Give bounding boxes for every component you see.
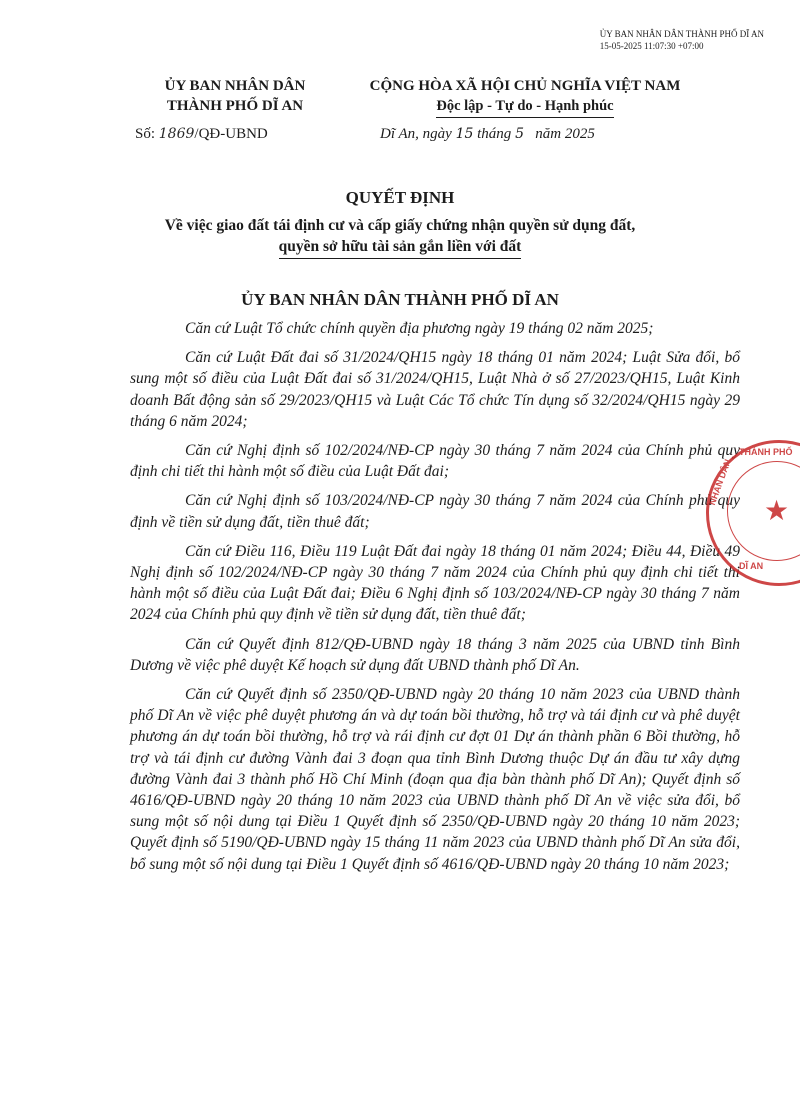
- document-number: [135, 126, 268, 143]
- stamp-timestamp: 15-05-2025 11:07:30 +07:00: [599, 41, 704, 51]
- date-place: Dĩ An, ngày: [380, 126, 452, 142]
- number-handwritten: 1869: [158, 126, 195, 142]
- national-motto: Độc lập - Tự do - Hạnh phúc: [436, 96, 613, 118]
- subtitle-line-2: quyền sở hữu tài sản gắn liền với đất: [279, 236, 522, 259]
- seal-text-bottom: DĨ AN: [739, 561, 764, 571]
- stamp-agency: ỦY BAN NHÂN DÂN THÀNH PHỐ DĨ AN: [599, 29, 764, 39]
- agency-line-1: ỦY BAN NHÂN DÂN: [164, 78, 306, 94]
- document-date: [380, 126, 595, 143]
- digital-signature-stamp: [600, 28, 764, 52]
- date-day: 15: [455, 126, 474, 142]
- nation-name: CỘNG HÒA XÃ HỘI CHỦ NGHĨA VIỆT NAM: [369, 78, 681, 94]
- date-year: năm 2025: [535, 126, 595, 142]
- seal-text-side: NHÂN DÂN: [707, 457, 733, 507]
- agency-header: [150, 76, 320, 116]
- seal-text-top: THÀNH PHỐ: [739, 447, 793, 457]
- star-icon: ★: [764, 496, 790, 527]
- subtitle-line-1: Về việc giao đất tái định cư và cấp giấy chứng nhận quyền sử dụng đất,: [164, 217, 636, 234]
- date-month-label: tháng: [477, 126, 512, 142]
- date-month: 5: [515, 126, 524, 142]
- legal-basis-paragraph: Căn cứ Luật Đất đai số 31/2024/QH15 ngày 18 tháng 01 năm 2024; Luật Sửa đổi, bổ sung một số điều của Luật Đất đai số 31/2024/QH15, Luật Nhà ở số 27/2023/QH15, Luật Kinh doanh Bất động sản số 29/2023/QH15 và Luật Các Tổ chức Tín dụng số 32/2024/QH15 ngày 29 tháng 6 năm 2024;: [130, 349, 740, 430]
- legal-basis-paragraph: Căn cứ Luật Tổ chức chính quyền địa phương ngày 19 tháng 02 năm 2025;: [185, 320, 654, 337]
- legal-basis-paragraph: Căn cứ Nghị định số 103/2024/NĐ-CP ngày 30 tháng 7 năm 2024 của Chính phủ quy định về tiền sử dụng đất, tiền thuê đất;: [130, 492, 740, 531]
- national-header: [330, 76, 720, 118]
- legal-basis-section: [130, 318, 740, 883]
- issuing-authority: ỦY BAN NHÂN DÂN THÀNH PHỐ DĨ AN: [241, 290, 559, 309]
- legal-basis-paragraph: Căn cứ Quyết định 812/QĐ-UBND ngày 18 tháng 3 năm 2025 của UBND tỉnh Bình Dương về việc phê duyệt Kế hoạch sử dụng đất UBND thành phố Dĩ An.: [130, 635, 740, 674]
- legal-basis-paragraph: Căn cứ Nghị định số 102/2024/NĐ-CP ngày 30 tháng 7 năm 2024 của Chính phủ quy định chi tiết thi hành một số điều của Luật Đất đai;: [130, 442, 740, 481]
- agency-line-2: THÀNH PHỐ DĨ AN: [166, 98, 304, 114]
- document-subtitle: [0, 215, 800, 259]
- number-prefix: Số:: [135, 126, 156, 142]
- number-suffix: /QĐ-UBND: [194, 126, 268, 142]
- legal-basis-paragraph: Căn cứ Điều 116, Điều 119 Luật Đất đai ngày 18 tháng 01 năm 2024; Điều 44, Điều 49 Nghị định số 102/2024/NĐ-CP ngày 30 tháng 7 năm 2024 của Chính phủ quy định chi tiết thi hành một số điều của Luật Đất đai; Điều 6 Nghị định số 103/2024/NĐ-CP ngày 30 tháng 7 năm 2024 của Chính phủ quy định về tiền sử dụng đất, tiền thuê đất;: [130, 542, 740, 624]
- seal-inner-ring: [727, 461, 800, 561]
- document-title: QUYẾT ĐỊNH: [345, 188, 455, 207]
- legal-basis-paragraph: Căn cứ Quyết định số 2350/QĐ-UBND ngày 20 tháng 10 năm 2023 của UBND thành phố Dĩ An về việc phê duyệt phương án và dự toán bồi thường, hỗ trợ và tái định cư và phê duyệt phương án dự toán bồi thường, hỗ trợ và rái định cư đợt 01 Dự án thành phần 6 Bồi thường, hỗ trợ và tái định cư đường Vành đai 3 đoạn qua tỉnh Bình Dương thuộc Dự án đầu tư xây dựng đường Vành đai 3 thành phố Hồ Chí Minh (đoạn qua địa bàn thành phố Dĩ An); Quyết định số 4616/QĐ-UBND ngày 20 tháng 10 năm 2023 của UBND thành phố Dĩ An về việc sửa đổi, bổ sung một số nội dung tại Điều 1 Quyết định số 2350/QĐ-UBND ngày 20 tháng 10 năm 2023; Quyết định số 5190/QĐ-UBND ngày 15 tháng 11 năm 2023 của UBND thành phố Dĩ An sửa đổi, bổ sung một số nội dung tại Điều 1 Quyết định số 4616/QĐ-UBND ngày 20 tháng 10 năm 2023;: [130, 686, 740, 873]
